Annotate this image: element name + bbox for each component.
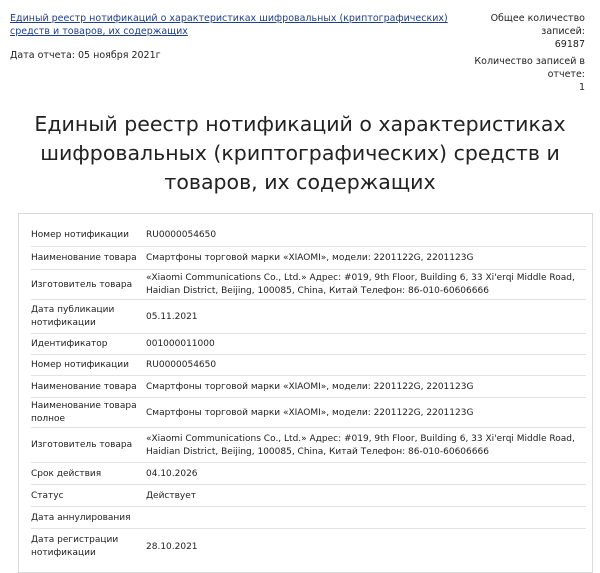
field-value: 28.10.2021	[146, 541, 198, 552]
field-label: Срок действия	[31, 468, 102, 479]
report-records-label: Количество записей в отчете:	[474, 56, 585, 80]
field-value: 05.11.2021	[146, 311, 198, 322]
field-value: Смартфоны торговой марки «XIAOMI», модели: 2201122G, 2201123G	[146, 381, 474, 392]
field-label: Номер нотификации	[31, 229, 129, 240]
field-label: Дата регистрации нотификации	[31, 535, 119, 558]
field-label: Изготовитель товара	[31, 440, 133, 450]
field-label: Изготовитель товара	[31, 279, 133, 290]
record-stats	[445, 12, 585, 94]
report-date: Дата отчета: 05 ноября 2021г	[10, 50, 161, 61]
table-row	[31, 427, 586, 463]
total-records-value: 69187	[554, 39, 585, 50]
table-row	[31, 224, 586, 246]
table-row	[31, 354, 586, 376]
field-value: RU0000054650	[146, 360, 217, 370]
table-row	[31, 299, 586, 334]
field-label: Номер нотификации	[31, 360, 129, 370]
field-value: Смартфоны торговой марки «XIAOMI», модели: 2201122G, 2201123G	[146, 253, 474, 263]
report-records-value: 1	[578, 82, 585, 93]
field-label: Наименование товара	[31, 253, 137, 263]
table-row	[31, 506, 586, 529]
notification-record-table	[18, 213, 593, 573]
field-value: Действует	[146, 490, 197, 501]
table-row	[31, 246, 586, 270]
field-label: Наименование товара	[31, 381, 137, 392]
field-label: Дата публикации нотификации	[31, 305, 115, 328]
table-row	[31, 333, 586, 355]
table-row	[31, 528, 586, 565]
field-label: Статус	[31, 490, 64, 501]
registry-link[interactable]: Единый реестр нотификаций о характеристиках шифровальных (криптографических) средств и товаров, их содержащих	[10, 13, 448, 37]
table-row	[31, 375, 586, 398]
page-title: Единый реестр нотификаций о характеристиках шифровальных (криптографических) средств и товаров, их содержащих	[34, 112, 566, 194]
total-records-label: Общее количество записей:	[490, 13, 585, 37]
field-value: 001000011000	[146, 339, 215, 349]
field-label: Наименование товара полное	[31, 401, 137, 424]
field-value: RU0000054650	[146, 229, 217, 240]
table-row	[31, 269, 586, 300]
field-value: Смартфоны торговой марки «XIAOMI», модели: 2201122G, 2201123G	[146, 407, 474, 418]
field-value: «Xiaomi Communications Co., Ltd.» Адрес: #019, 9th Floor, Building 6, 33 Xi'erqi Middle Road, Haidian District, Beijing, 100085, China, Китай Телефон: 86-010-60606666	[146, 433, 575, 457]
field-value: «Xiaomi Communications Co., Ltd.» Адрес: #019, 9th Floor, Building 6, 33 Xi'erqi Middle Road, Haidian District, Beijing, 100085, China, Китай Телефон: 86-010-60606666	[146, 273, 575, 296]
table-row	[31, 484, 586, 507]
table-row	[31, 397, 586, 428]
field-label: Идентификатор	[31, 339, 108, 349]
table-row	[31, 462, 586, 485]
field-label: Дата аннулирования	[31, 512, 131, 523]
field-value: 04.10.2026	[146, 468, 198, 479]
